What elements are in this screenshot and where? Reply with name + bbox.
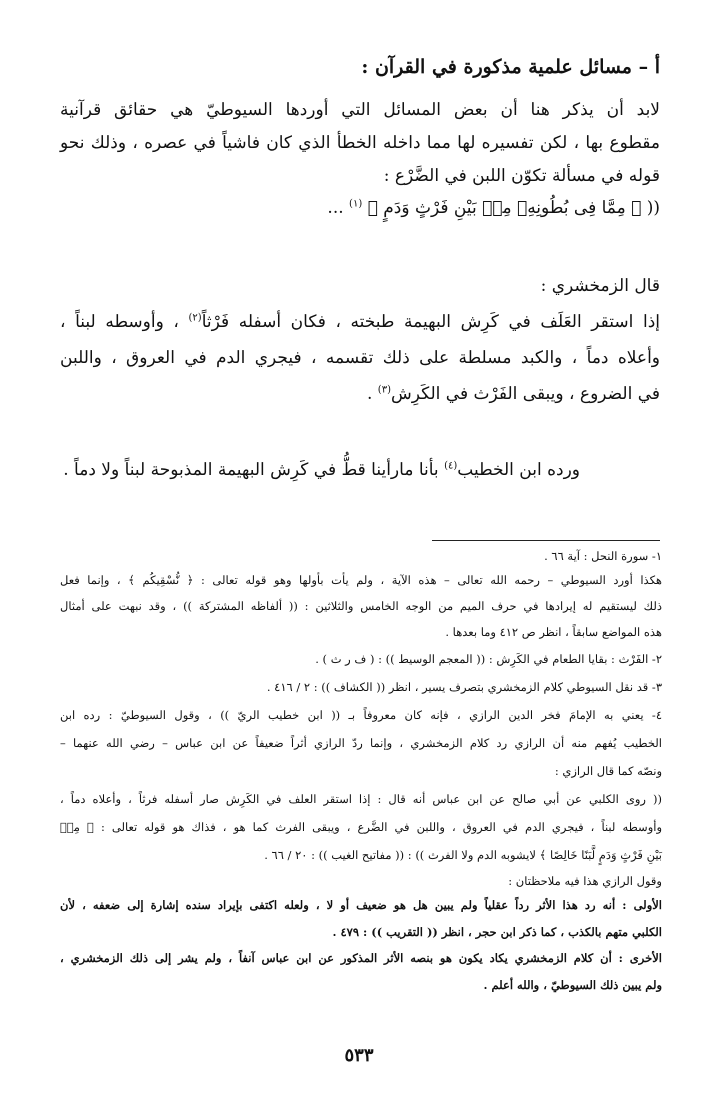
rebuttal-rest: بأنا مارأينا قطُّ في كَرِش البهيمة المذبوحة لبناً ولا دماً .: [63, 460, 439, 480]
zamakhshari-line-2: وأعلاه دماً ، والكبد مسلطة على ذلك تقسمه ، فيجري الدم في العروق ، واللبن: [60, 348, 660, 368]
zamakhshari-line-3: [367, 384, 660, 404]
footnote-4-line-1: ٤- يعني به الإمامَ فخر الدين الرازي ، فإنه كان معروفاً بـ (( ابن خطيب الريّ )) ، وقول السيوطيّ : رده ابن: [60, 708, 662, 722]
zamakhshari-label: قال الزمخشري :: [540, 276, 660, 296]
verse-ellipsis: ...: [327, 198, 344, 218]
verse-text: ﴿ مِمَّا فِى بُطُونِهِۦ مِنۢ بَيْنِ فَرْثٍ وَدَمٍ ﴾: [367, 198, 642, 218]
footnote-ref-3: (٣): [377, 384, 391, 396]
zamakhshari-line-1-tail: ، وأوسطه لبناً ،: [60, 312, 179, 332]
intro-line-2: مقطوع بها ، لكن تفسيره لها مما داخله الخطأ الذي كان فاشياً في عصره ، وذلك نحو: [60, 133, 660, 153]
footnote-4-line-2: الخطيب يُفهم منه أن الرازي رد كلام الزمخشري ، وإنما ردّ الرازي أثراً ضعيفاً عن ابن عباس – رضي الله عنهما –: [60, 736, 662, 750]
footnote-4-quote-line-2: وأوسطه لبناً ، فيجري الدم في العروق ، واللبن في الضَّرع ، ويبقى الفرث كما هو ، فذاك هو قوله تعالى : ﴿ مِنۢ: [60, 820, 662, 834]
footnote-divider: [432, 540, 660, 541]
zamakhshari-line-3-text: في الضروع ، ويبقى الفَرْث في الكَرِش: [390, 384, 660, 404]
footnote-4-quote-line-3: بَيْنِ فَرْثٍ وَدَمٍ لَّبَنًا خَالِصًا ﴾ لايشوبه الدم ولا الفرث )) : (( مفاتيح الغيب )) : ٢٠ / ٦٦ .: [264, 848, 662, 862]
footnote-4-remark-2-line-2: ولم يبين ذلك السيوطيّ ، والله أعلم .: [483, 978, 662, 992]
footnote-1: ١- سورة النحل : آية ٦٦ .: [544, 549, 662, 563]
footnote-4-remark-intro: وقول الرازي هذا فيه ملاحظتان :: [508, 874, 662, 888]
footnote-ref-2: (٢): [188, 312, 202, 324]
footnote-1-note-line-1: هكذا أورد السيوطي – رحمه الله تعالى – هذه الآية ، ولم يأت بأولها وهو قوله تعالى : ﴿ نُّسْقِيكُم ﴾ ، وإنما فعل: [60, 573, 662, 587]
section-heading: أ – مسائل علمية مذكورة في القرآن :: [361, 56, 660, 78]
footnote-2: ٢- الفَرْث : بقايا الطعام في الكَرِش : (( المعجم الوسيط )) : ( ف ر ث ) .: [315, 652, 662, 666]
footnote-3: ٣- قد نقل السيوطي كلام الزمخشري بتصرف يسير ، انظر (( الكشاف )) : ٢ / ٤١٦ .: [266, 680, 662, 694]
footnote-ref-1: (١): [349, 198, 363, 210]
footnote-4-remark-1-line-2: الكلبي متهم بالكذب ، كما ذكر ابن حجر ، انظر (( التقريب )) : ٤٧٩ .: [332, 925, 662, 939]
rebuttal-line: [63, 460, 580, 480]
intro-line-1: لابد أن يذكر هنا أن بعض المسائل التي أوردها السيوطيّ هي حقائق قرآنية: [60, 100, 660, 120]
intro-line-3: قوله في مسألة تكوّن اللبن في الضَّرْع :: [383, 166, 660, 186]
footnote-1-note-line-3: هذه المواضع سابقاً ، انظر ص ٤١٢ وما بعدها .: [445, 625, 662, 639]
footnote-ref-4: (٤): [444, 460, 458, 472]
zamakhshari-line-1-text: إذا استقر العَلَف في كَرِش البهيمة طبخته ، فكان أسفله فَرْثاً: [201, 312, 661, 332]
footnote-4-remark-2-line-1: الأخرى : أن كلام الزمخشري يكاد يكون هو بنصه الأثر المذكور عن ابن عباس آنفاً ، ولم يشر إلى ذلك الزمخشري ،: [60, 951, 662, 965]
rebuttal-start: ورده ابن الخطيب: [457, 460, 580, 480]
quran-verse-quote: [327, 198, 660, 218]
zamakhshari-line-1: [60, 312, 660, 332]
footnote-1-note-line-2: ذلك ليستقيم له إيرادها في حرف الميم من الوجه الخامس والثلاثين : (( ألفاظه المشتركة )) ، وقد نبهت على أمثال: [60, 599, 662, 613]
footnote-4-line-3: ونصّه كما قال الرازي :: [554, 764, 662, 778]
footnote-4-quote-line-1: (( روى الكلبي عن أبي صالح عن ابن عباس أنه قال : إذا استقر العلف في الكَرِش صار أسفله فرثاً ، وأعلاه دماً ،: [60, 792, 662, 806]
quote-open: ((: [646, 198, 660, 218]
zamakhshari-line-3-tail: .: [366, 384, 373, 404]
page-number: ٥٣٣: [344, 1045, 374, 1066]
footnote-4-remark-1-line-1: الأولى : أنه رد هذا الأثر رداً عقلياً ولم يبين هل هو ضعيف أو لا ، ولعله اكتفى بإيراد سنده إشارة إلى ضعفه ، لأن: [60, 898, 662, 912]
